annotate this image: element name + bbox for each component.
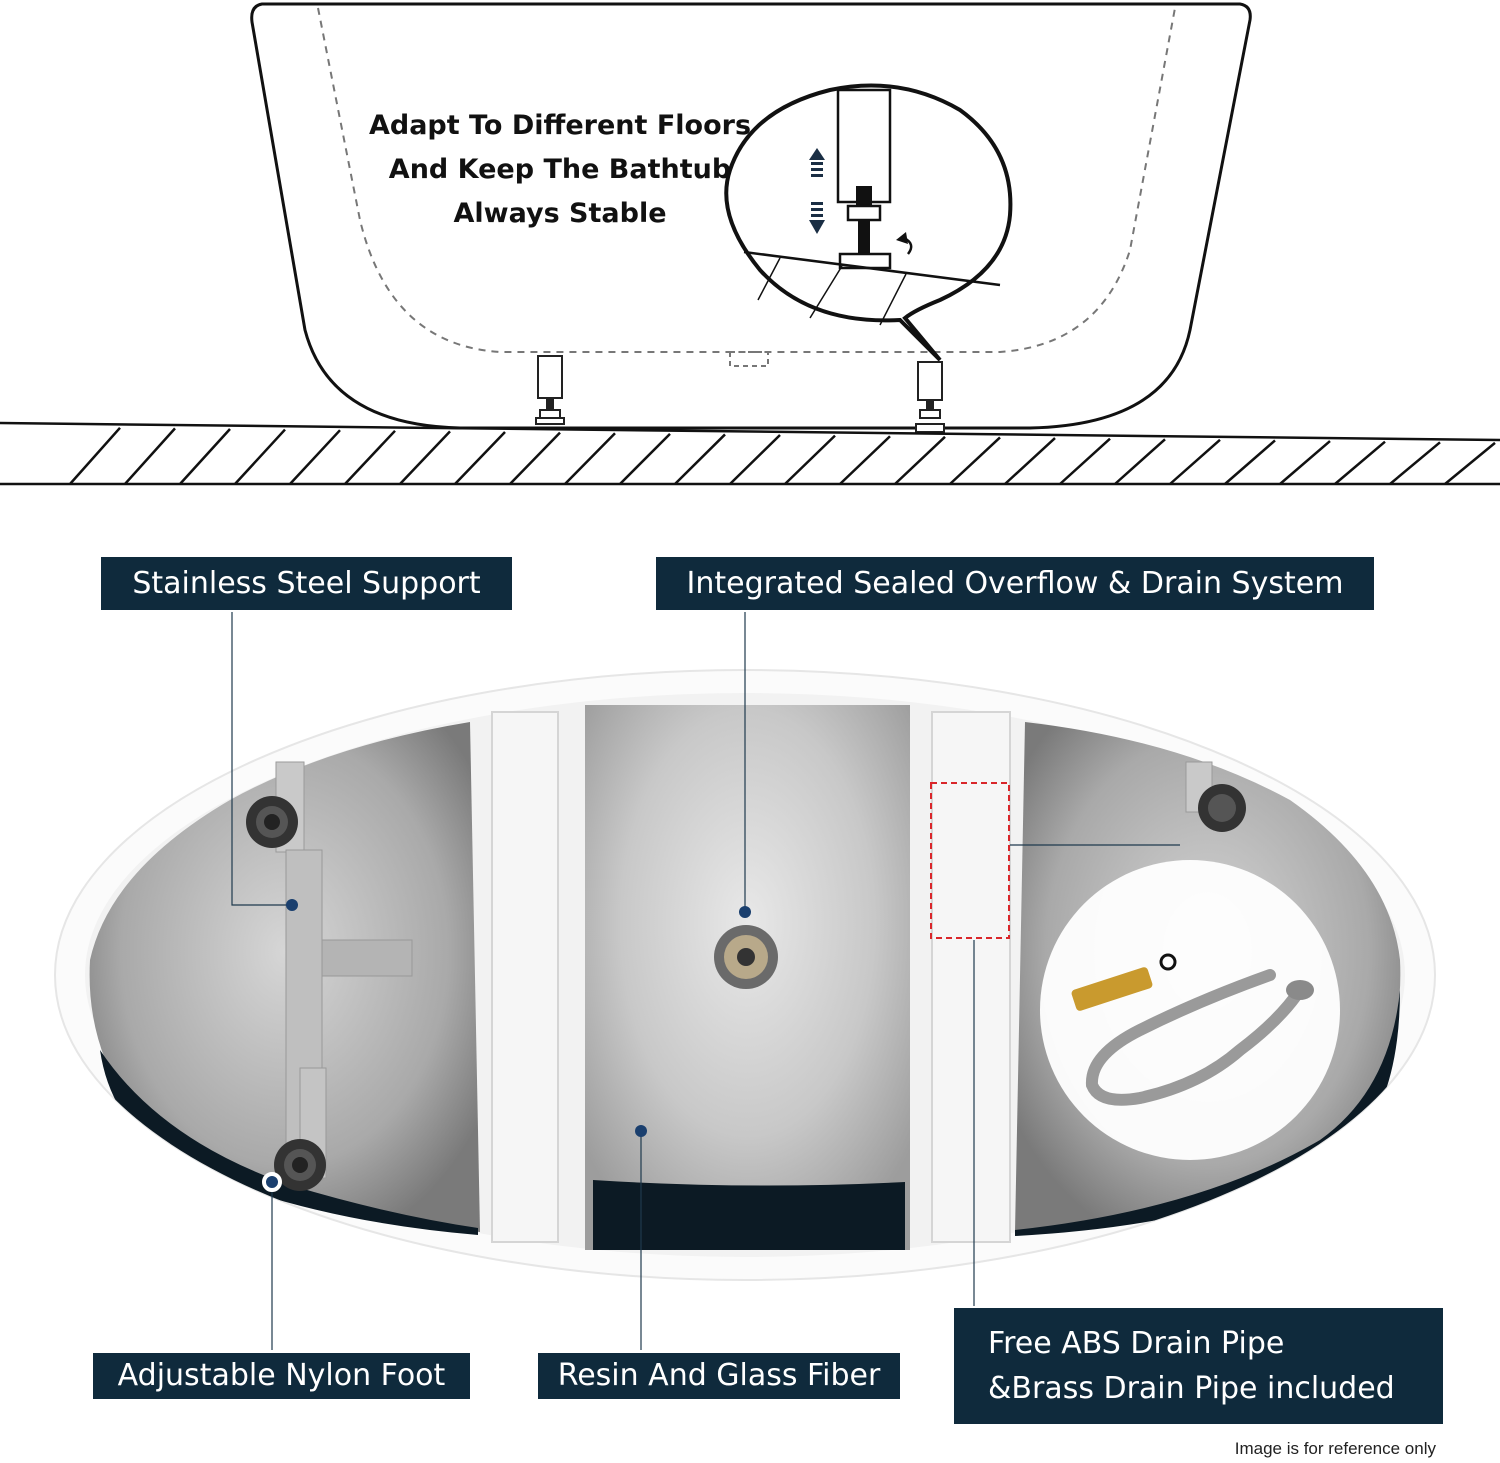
footnote: Image is for reference only: [1234, 1439, 1436, 1458]
hatch-line: [400, 431, 450, 484]
drain-pipe-inset: [1040, 860, 1340, 1160]
hatch-line: [730, 435, 780, 484]
hatch-line: [125, 428, 175, 484]
label-nylon-foot: Adjustable Nylon Foot: [93, 1353, 470, 1399]
hatch-line: [1170, 440, 1220, 484]
marker-foot: [264, 1174, 280, 1190]
hatch-line: [455, 432, 505, 484]
tub-side-view: [0, 4, 1500, 484]
hatch-line: [180, 429, 230, 484]
headline-line-3: Always Stable: [453, 198, 667, 229]
hatch-line: [1005, 438, 1055, 484]
hatch-line: [785, 436, 835, 484]
marker-drain: [739, 906, 751, 918]
hatch-line: [1445, 443, 1495, 484]
label-drain-pipe-line-2: &Brass Drain Pipe included: [988, 1371, 1395, 1406]
drain-hole: [714, 925, 778, 989]
headline-line-1: Adapt To Different Floors: [368, 110, 752, 141]
hatch-line: [565, 433, 615, 484]
headline: [340, 104, 780, 236]
label-drain-pipe-line-1: Free ABS Drain Pipe: [988, 1326, 1285, 1361]
hatch-line: [1060, 439, 1110, 484]
nylon-foot-top: [246, 796, 298, 848]
hatch-line: [235, 430, 285, 484]
hatch-line: [1225, 440, 1275, 484]
hatch-line: [950, 437, 1000, 484]
hatch-line: [840, 436, 890, 484]
hatch-line: [1390, 442, 1440, 484]
label-stainless-support: Stainless Steel Support: [101, 557, 512, 610]
floor-hatch: [0, 423, 1500, 484]
hatch-line: [895, 437, 945, 484]
headline-line-2: And Keep The Bathtub: [388, 154, 732, 185]
marker-resin: [635, 1125, 647, 1137]
marker-support: [286, 899, 298, 911]
label-drain-pipe: [954, 1308, 1443, 1424]
hatch-line: [1115, 439, 1165, 484]
hatch-line: [510, 433, 560, 484]
label-drain-system: Integrated Sealed Overflow & Drain System: [656, 557, 1374, 610]
hatch-line: [345, 431, 395, 484]
left-foot-icon: [536, 356, 564, 424]
hatch-line: [675, 434, 725, 484]
hatch-line: [290, 430, 340, 484]
label-resin-fiber: Resin And Glass Fiber: [538, 1353, 900, 1399]
hatch-line: [1280, 441, 1330, 484]
hatch-line: [1335, 442, 1385, 484]
hatch-line: [70, 428, 120, 484]
hatch-line: [620, 434, 670, 484]
